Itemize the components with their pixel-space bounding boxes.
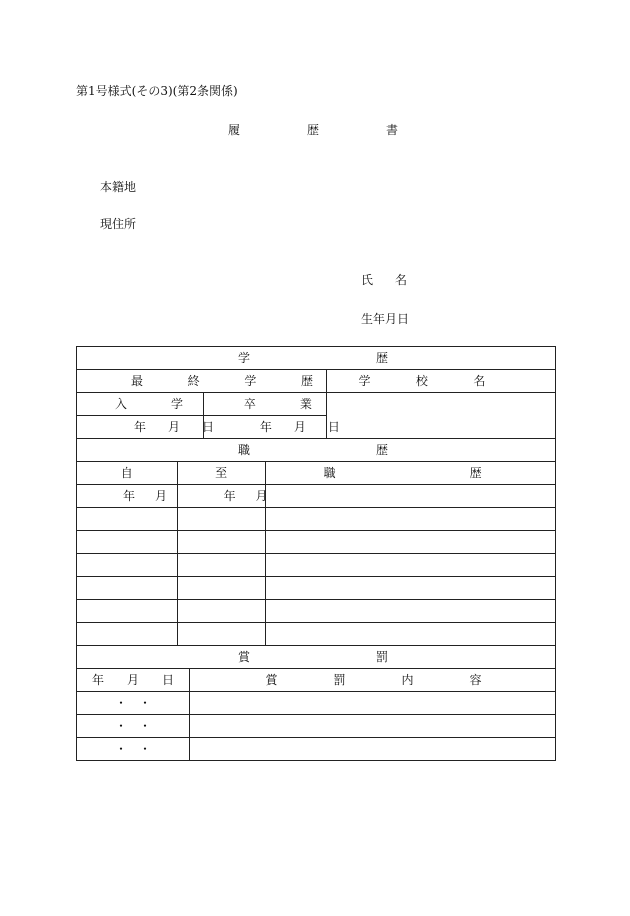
awards-content-cell — [189, 738, 555, 761]
date-dot: ・ — [138, 719, 151, 733]
entry-year-char: 年 — [134, 420, 147, 434]
grad-day-char: 日 — [327, 420, 340, 434]
career-ym-row — [77, 485, 556, 508]
awards-date-cell — [77, 738, 190, 761]
title-char-2: 歴 — [306, 123, 319, 137]
career-from-blank — [77, 577, 178, 600]
from-month-char: 月 — [154, 489, 167, 503]
career-to-blank — [177, 508, 265, 531]
awards-day-char: 日 — [161, 673, 174, 687]
from-year-char: 年 — [123, 489, 136, 503]
birthdate-label: 生年月日 — [361, 312, 410, 326]
career-blank-row — [77, 531, 556, 554]
career-header-row — [77, 439, 556, 462]
to-label-cell — [177, 462, 265, 485]
education-section-cell — [77, 347, 556, 370]
honseki-label: 本籍地 — [100, 180, 137, 194]
career-from-blank — [77, 600, 178, 623]
name-char-1: 氏 — [361, 273, 374, 287]
awards-content-cell — [189, 715, 555, 738]
to-year-char: 年 — [223, 489, 236, 503]
document-title — [228, 123, 398, 137]
career-blank-row — [77, 623, 556, 646]
career-to-blank — [177, 577, 265, 600]
awards-content-char-1: 賞 — [265, 673, 278, 687]
career-from-blank — [77, 531, 178, 554]
career-detail-blank — [265, 531, 555, 554]
from-label: 自 — [120, 466, 133, 480]
awards-date-cell — [77, 715, 190, 738]
awards-content-char-2: 罰 — [333, 673, 346, 687]
name-label — [361, 273, 407, 287]
awards-subheader-row — [77, 669, 556, 692]
career-detail-blank — [265, 508, 555, 531]
career-to-blank — [177, 600, 265, 623]
awards-sec-char-1: 賞 — [238, 650, 251, 664]
date-dot: ・ — [138, 696, 151, 710]
grad-year-char: 年 — [259, 420, 272, 434]
career-sec-char-1: 職 — [238, 443, 251, 457]
edu-sec-char-1: 学 — [238, 351, 251, 365]
education-entry-row — [77, 393, 556, 416]
to-label: 至 — [215, 466, 228, 480]
date-dot: ・ — [115, 696, 128, 710]
career-detail-blank — [265, 623, 555, 646]
career-char-1: 職 — [323, 466, 336, 480]
from-ym-cell — [77, 485, 178, 508]
career-label-cell — [265, 462, 555, 485]
resume-table — [76, 346, 556, 761]
career-blank-row — [77, 554, 556, 577]
from-label-cell — [77, 462, 178, 485]
awards-sec-char-2: 罰 — [375, 650, 388, 664]
school-name-cell — [327, 370, 556, 393]
awards-content-char-4: 容 — [469, 673, 482, 687]
graduation-label-cell — [203, 393, 327, 416]
awards-entry-row — [77, 738, 556, 761]
career-from-blank — [77, 508, 178, 531]
career-blank-row — [77, 600, 556, 623]
final-edu-char-4: 歴 — [300, 374, 313, 388]
career-to-blank — [177, 554, 265, 577]
awards-date-label-cell — [77, 669, 190, 692]
awards-section-cell — [77, 646, 556, 669]
career-sec-char-2: 歴 — [375, 443, 388, 457]
career-detail-blank — [265, 577, 555, 600]
edu-sec-char-2: 歴 — [375, 351, 388, 365]
career-to-blank — [177, 623, 265, 646]
final-edu-char-3: 学 — [244, 374, 257, 388]
final-edu-char-1: 最 — [131, 374, 144, 388]
career-section-cell — [77, 439, 556, 462]
entry-char-2: 学 — [170, 397, 183, 411]
career-to-blank — [177, 531, 265, 554]
name-char-2: 名 — [394, 273, 407, 287]
to-ym-cell — [177, 485, 268, 508]
entry-date-cell — [77, 416, 214, 439]
awards-content-cell — [189, 692, 555, 715]
career-char-2: 歴 — [469, 466, 482, 480]
title-char-1: 履 — [228, 123, 241, 137]
school-char-2: 校 — [415, 374, 428, 388]
awards-entry-row — [77, 715, 556, 738]
career-from-blank — [77, 554, 178, 577]
grad-char-2: 業 — [299, 397, 312, 411]
career-detail-cell — [265, 485, 555, 508]
date-dot: ・ — [115, 719, 128, 733]
awards-date-cell — [77, 692, 190, 715]
date-dot: ・ — [138, 742, 151, 756]
school-char-1: 学 — [358, 374, 371, 388]
awards-month-char: 月 — [126, 673, 139, 687]
grad-char-1: 卒 — [243, 397, 256, 411]
awards-header-row — [77, 646, 556, 669]
entry-label-cell — [77, 393, 204, 416]
career-detail-blank — [265, 600, 555, 623]
school-char-3: 名 — [473, 374, 486, 388]
grad-month-char: 月 — [293, 420, 306, 434]
awards-content-label-cell — [189, 669, 555, 692]
awards-year-char: 年 — [92, 673, 105, 687]
career-blank-row — [77, 577, 556, 600]
final-edu-char-2: 終 — [187, 374, 200, 388]
form-number: 第1号様式(その3)(第2条関係) — [76, 84, 238, 98]
entry-month-char: 月 — [167, 420, 180, 434]
career-detail-blank — [265, 554, 555, 577]
title-char-3: 書 — [385, 123, 398, 137]
date-dot: ・ — [115, 742, 128, 756]
school-name-value-cell — [327, 393, 556, 439]
address-label: 現住所 — [100, 217, 137, 231]
awards-content-char-3: 内 — [401, 673, 414, 687]
entry-day-char: 日 — [201, 420, 214, 434]
career-blank-row — [77, 508, 556, 531]
career-subheader-row — [77, 462, 556, 485]
to-month-char: 月 — [255, 489, 268, 503]
entry-char-1: 入 — [115, 397, 128, 411]
final-education-cell — [77, 370, 327, 393]
education-header-row — [77, 347, 556, 370]
career-from-blank — [77, 623, 178, 646]
education-subheader-row — [77, 370, 556, 393]
awards-entry-row — [77, 692, 556, 715]
graduation-date-cell — [203, 416, 340, 439]
